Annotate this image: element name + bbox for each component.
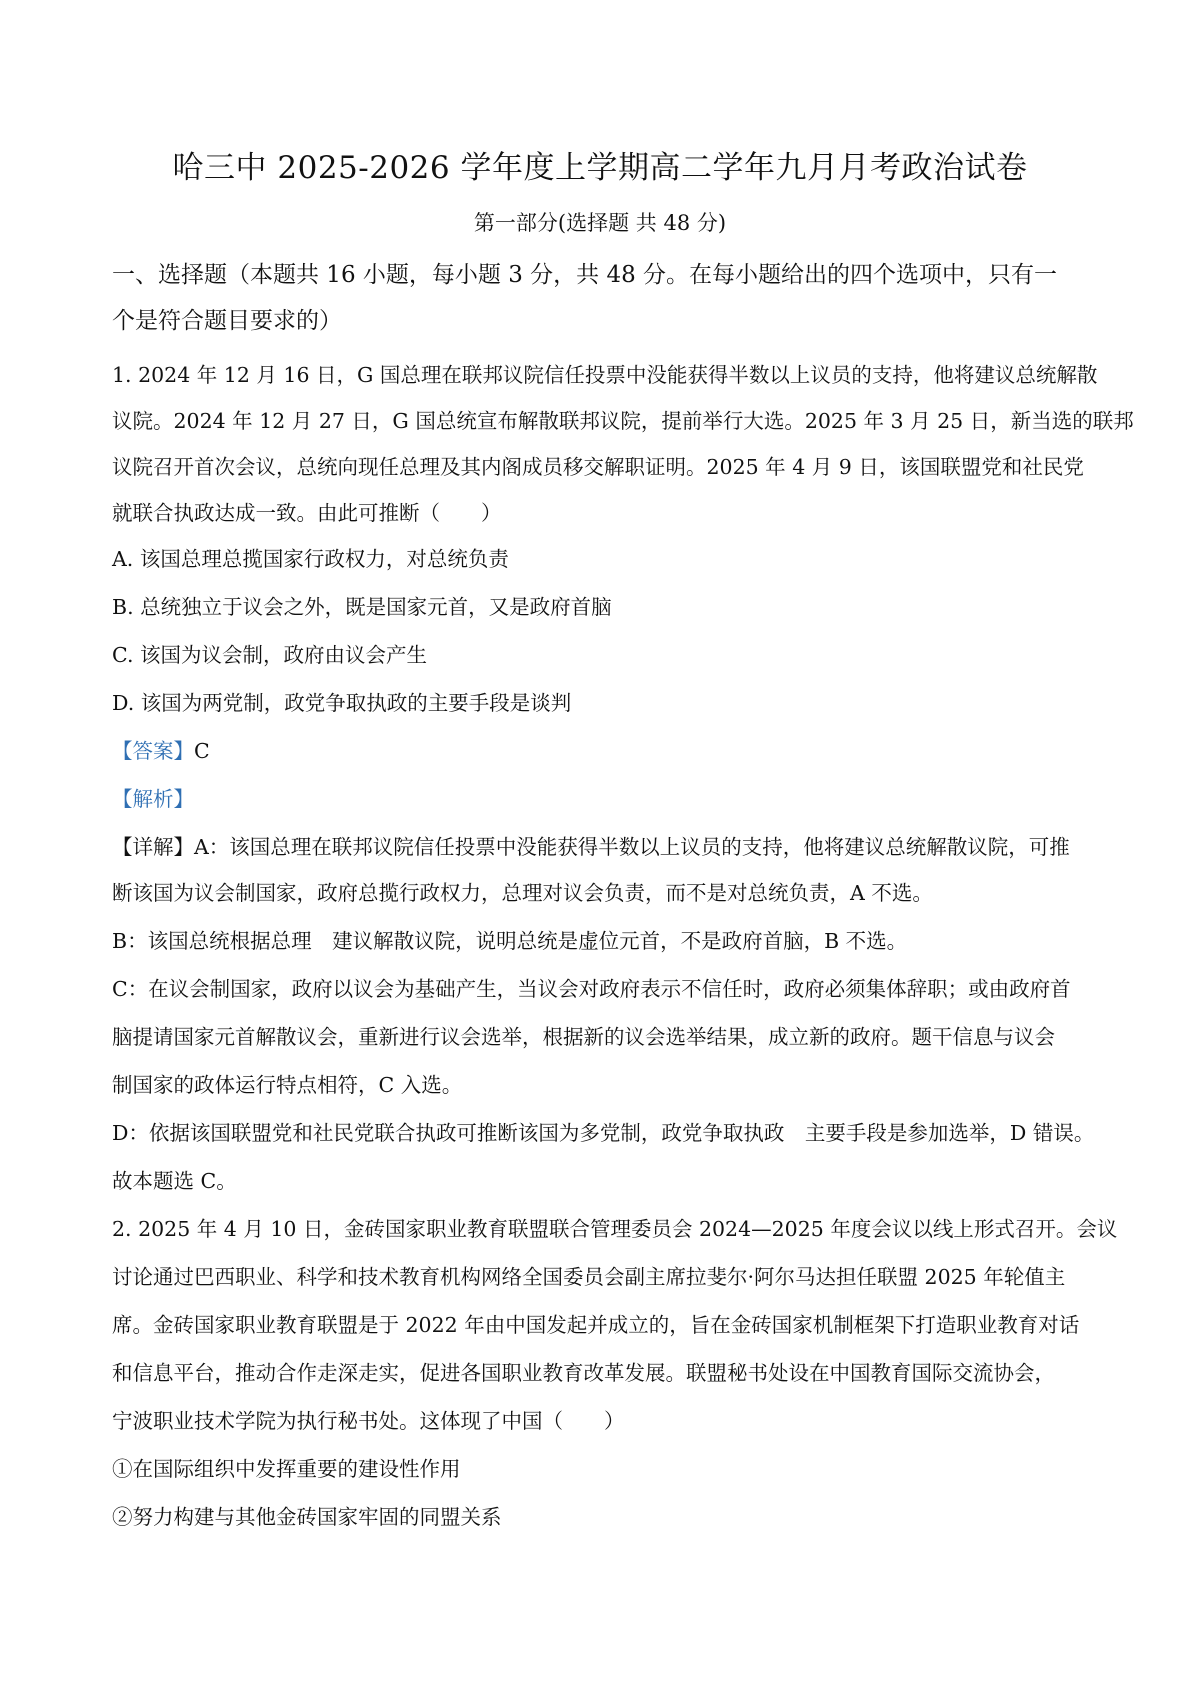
q1-stem-line-3: 议院召开首次会议，总统向现任总理及其内阁成员移交解职证明。2025 年 4 月 9 日，该国联盟党和社民党 <box>112 455 1084 479</box>
detail-text: A：该国总理在联邦议院信任投票中没能获得半数以上议员的支持，他将建议总统解散议院，可推 <box>194 835 1070 859</box>
q1-detail-line-7: D：依据该国联盟党和社民党联合执政可推断该国为多党制，政党争取执政 主要手段是参加选举，D 错误。 <box>112 1121 1095 1145</box>
q1-option-c: C. 该国为议会制，政府由议会产生 <box>112 643 427 667</box>
answer-label: 【答案】 <box>112 739 194 763</box>
q1-analysis-heading <box>112 782 1112 812</box>
q1-stem-line-2: 议院。2024 年 12 月 27 日，G 国总统宣布解散联邦议院，提前举行大选。2025 年 3 月 25 日，新当选的联邦 <box>112 409 1134 433</box>
q1-detail-line-8: 故本题选 C。 <box>112 1169 237 1193</box>
q1-detail-line-5: 脑提请国家元首解散议会，重新进行议会选举，根据新的议会选举结果，成立新的政府。题干信息与议会 <box>112 1025 1055 1049</box>
q2-stem-line-2: 讨论通过巴西职业、科学和技术教育机构网络全国委员会副主席拉斐尔·阿尔马达担任联盟 2025 年轮值主 <box>112 1265 1066 1289</box>
q2-item-2: ②努力构建与其他金砖国家牢固的同盟关系 <box>112 1505 502 1529</box>
page-title: 哈三中 2025-2026 学年度上学期高二学年九月月考政治试卷 <box>172 150 1028 186</box>
answer-value: C <box>194 739 210 763</box>
q2-stem-line-4: 和信息平台，推动合作走深走实，促进各国职业教育改革发展。联盟秘书处设在中国教育国际交流协会， <box>112 1361 1055 1385</box>
q1-option-d: D. 该国为两党制，政党争取执政的主要手段是谈判 <box>112 691 572 715</box>
detail-label: 【详解】 <box>112 835 194 859</box>
q2-stem-line-3: 席。金砖国家职业教育联盟是于 2022 年由中国发起并成立的，旨在金砖国家机制框架下打造职业教育对话 <box>112 1313 1080 1337</box>
q1-option-a: A. 该国总理总揽国家行政权力，对总统负责 <box>112 547 509 571</box>
q1-detail-line-4: C：在议会制国家，政府以议会为基础产生，当议会对政府表示不信任时，政府必须集体辞职；或由政府首 <box>112 977 1071 1001</box>
q1-detail-line-1 <box>112 830 1112 860</box>
part-subtitle: 第一部分(选择题 共 48 分) <box>473 211 727 235</box>
analysis-label: 【解析】 <box>112 787 194 811</box>
q1-stem-line-4: 就联合执政达成一致。由此可推断（ ） <box>112 501 502 525</box>
q2-stem-line-5: 宁波职业技术学院为执行秘书处。这体现了中国（ ） <box>112 1409 625 1433</box>
q2-stem-line-1: 2. 2025 年 4 月 10 日，金砖国家职业教育联盟联合管理委员会 2024—2025 年度会议以线上形式召开。会议 <box>112 1217 1118 1241</box>
q2-item-1: ①在国际组织中发挥重要的建设性作用 <box>112 1457 461 1481</box>
q1-detail-line-3: B：该国总统根据总理 建议解散议院，说明总统是虚位元首，不是政府首脑，B 不选。 <box>112 929 908 953</box>
q1-option-b: B. 总统独立于议会之外，既是国家元首，又是政府首脑 <box>112 595 612 619</box>
section-heading-line-2: 个是符合题目要求的） <box>112 308 342 334</box>
q1-stem-line-1: 1. 2024 年 12 月 16 日，G 国总理在联邦议院信任投票中没能获得半数以上议员的支持，他将建议总统解散 <box>112 363 1098 387</box>
q1-detail-line-2: 断该国为议会制国家，政府总揽行政权力，总理对议会负责，而不是对总统负责，A 不选。 <box>112 881 933 905</box>
section-heading-line-1: 一、选择题（本题共 16 小题，每小题 3 分，共 48 分。在每小题给出的四个选项中，只有一 <box>112 262 1058 288</box>
q1-detail-line-6: 制国家的政体运行特点相符，C 入选。 <box>112 1073 463 1097</box>
q1-answer <box>112 734 1112 764</box>
